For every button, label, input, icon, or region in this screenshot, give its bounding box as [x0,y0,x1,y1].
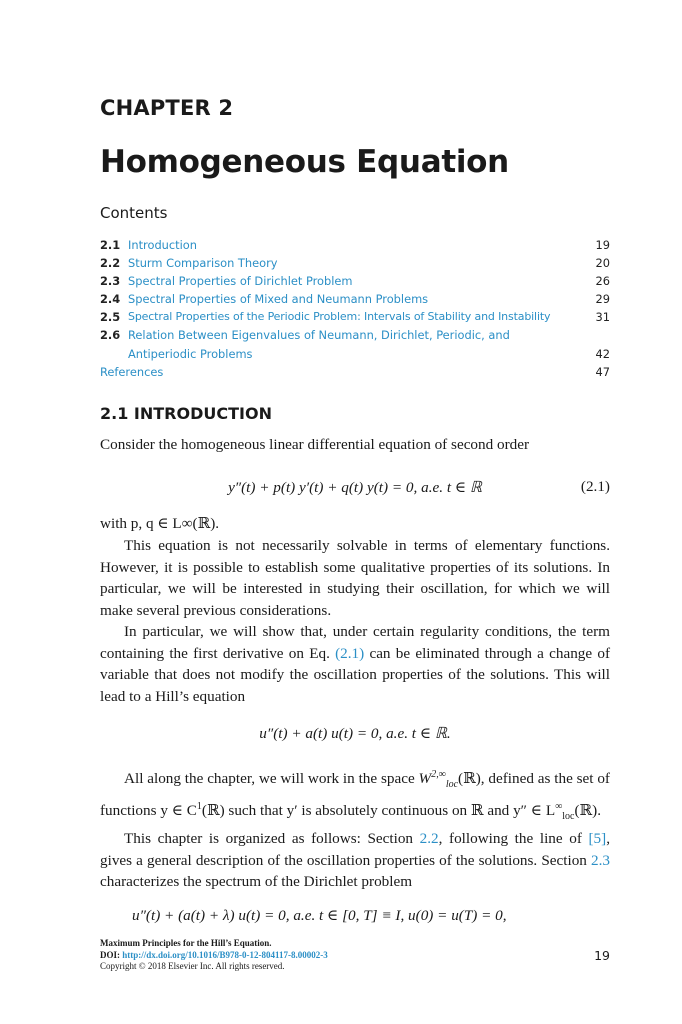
toc-item-number: 2.3 [100,274,121,289]
equation-number: (2.1) [580,478,610,495]
superscript: 1 [196,800,202,812]
table-of-contents [100,236,610,381]
contents-heading: Contents [100,204,168,222]
toc-item[interactable] [100,236,610,254]
toc-item-page: 29 [595,292,610,307]
toc-item-number: 2.6 [100,328,121,343]
toc-item-page: 42 [595,346,610,361]
book-title: Maximum Principles for the Hill’s Equation. [100,938,272,948]
equation-body: u″(t) + (a(t) + λ) u(t) = 0, a.e. t ∈ [0, T] ≡ I, u(0) = u(T) = 0, [132,907,507,924]
equation-body: u″(t) + a(t) u(t) = 0, a.e. t ∈ ℝ. [259,725,451,742]
text-span: (ℝ), defined as the set of functions y ∈ C [100,770,610,819]
toc-item-number: 2.1 [100,238,121,252]
equation-dirichlet [132,906,642,925]
section-reference-link[interactable]: 2.2 [419,830,439,847]
toc-item[interactable] [100,308,610,326]
text-span: In particular, we will show that, under certain regularity conditions, the term containing the first derivative on Eq. [100,623,610,662]
toc-item-page: 47 [595,364,610,379]
doi-label: DOI: [100,949,120,960]
page-footer [100,938,610,973]
toc-item-continuation[interactable] [100,345,610,363]
sobolev-space-symbol [418,769,459,791]
toc-references[interactable] [100,363,610,381]
toc-item-page: 20 [595,256,610,271]
text-span: (ℝ). [574,801,602,819]
toc-item[interactable] [100,290,610,308]
toc-item-link[interactable]: Spectral Properties of the Periodic Problem: Intervals of Stability and Instability [128,310,551,324]
section-reference-link[interactable]: 2.3 [591,851,610,869]
text-span: (ℝ) such that y′ is absolutely continuous on ℝ and y″ ∈ L [201,801,556,819]
paragraph [100,764,610,827]
superscript: ∞ [555,800,563,812]
toc-item[interactable] [100,272,610,290]
equation-reference-link[interactable]: (2.1) [335,644,365,662]
toc-item-link-continuation[interactable]: Antiperiodic Problems [128,346,253,361]
toc-item-link[interactable]: Spectral Properties of Mixed and Neumann Problems [128,292,429,307]
toc-item-number: 2.2 [100,256,121,271]
subscript: loc [445,779,459,791]
text-span: , following the line of [438,830,582,847]
text-span: This chapter is organized as follows: Section [124,830,414,847]
superscript: 2,∞ [431,769,446,780]
equation-hill [100,724,610,743]
doi-line [100,950,610,962]
text-span: All along the chapter, we will work in the space [124,770,415,788]
toc-item-page: 31 [595,310,610,325]
space-letter: W [418,770,432,788]
copyright-notice: Copyright © 2018 Elsevier Inc. All rights reserved. [100,961,285,972]
chapter-title: Homogeneous Equation [100,144,509,180]
toc-item-link[interactable]: Spectral Properties of Dirichlet Problem [128,274,353,289]
text-span: , gives a general description of the oscillation properties of the solutions. Section [100,830,610,869]
toc-item-link[interactable]: Sturm Comparison Theory [128,256,278,271]
chapter-label: CHAPTER 2 [100,96,234,120]
doi-link[interactable]: http://dx.doi.org/10.1016/B978-0-12-804117-8.00002-3 [122,949,328,960]
toc-item[interactable] [100,326,610,344]
toc-item[interactable] [100,254,610,272]
citation-link[interactable]: [5] [588,830,607,847]
toc-item-page: 19 [595,238,610,252]
paragraph: Consider the homogeneous linear differential equation of second order [100,436,530,453]
paragraph: This equation is not necessarily solvable in terms of elementary functions. However, it is possible to establish some qualitative properties of its solutions. In particular, we will be interested in studying their oscillation, for which we will make several previous considerations. [100,537,610,619]
subscript: loc [562,810,575,822]
page-number: 19 [594,948,610,963]
paragraph [100,621,610,707]
toc-references-link[interactable]: References [100,364,164,379]
toc-item-link[interactable]: Introduction [128,238,197,252]
toc-item-number: 2.5 [100,310,121,325]
paragraph [100,828,610,893]
text-span: can be eliminated through a change of variable that does not modify the oscillation properties of the solutions. This will lead to a Hill’s equation [100,644,610,705]
toc-item-page: 26 [595,274,610,289]
equation-body: y″(t) + p(t) y′(t) + q(t) y(t) = 0, a.e. t ∈ ℝ [228,479,482,496]
toc-item-number: 2.4 [100,292,121,307]
paragraph: with p, q ∈ L∞(ℝ). [100,515,220,532]
equation-2-1 [100,478,610,497]
toc-item-link[interactable]: Relation Between Eigenvalues of Neumann, Dirichlet, Periodic, and [128,328,510,343]
section-heading: 2.1 INTRODUCTION [100,404,272,423]
text-span: characterizes the spectrum of the Dirichlet problem [100,873,413,891]
